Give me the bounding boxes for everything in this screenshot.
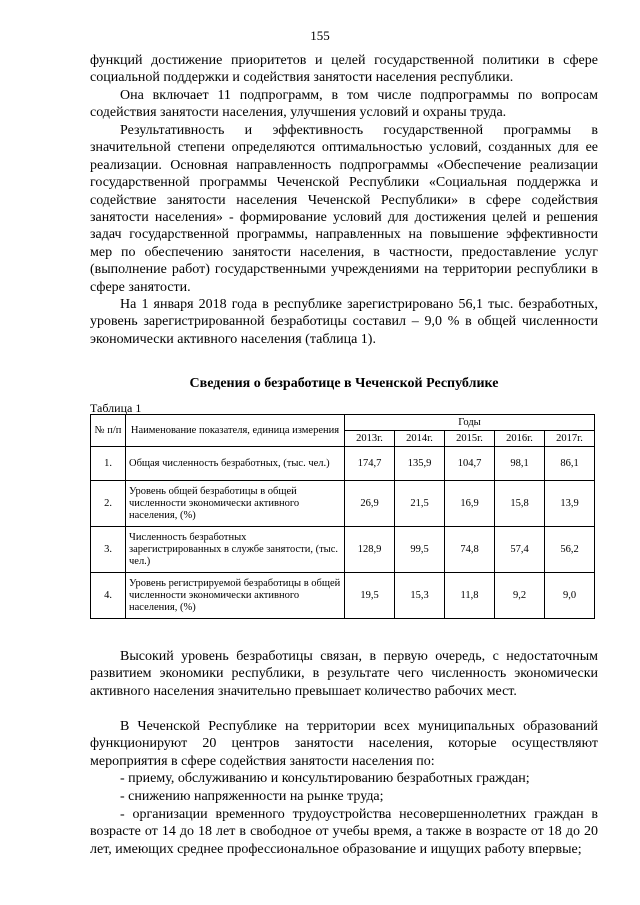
cell-value: 128,9 <box>345 527 395 573</box>
cell-value: 15,8 <box>495 481 545 527</box>
table-row <box>91 527 595 573</box>
row-name: Уровень регистрируемой безработицы в общей численности экономически активного населения, (%) <box>126 573 345 619</box>
table-row <box>91 573 595 619</box>
cell-value: 57,4 <box>495 527 545 573</box>
row-number: 1. <box>91 447 126 481</box>
table-row <box>91 481 595 527</box>
paragraph-3: Результативность и эффективность государственной программы в значительной степени определяются оптимальностью условий, созданных для ее реализации. Основная направленность подпрограммы «Обеспечение реализации государственной программы Чеченской Республики «Социальная поддержка и содействие занятости населения Чеченской Республики» в сфере содействия занятости населения» - формирование условий для достижения целей и решения задач государственной программы, направленных на повышение эффективности мер по обеспечению занятости населения, в частности, предоставление услуг (выполнение работ) государственными учреждениями на территории республики в сфере занятости. <box>90 123 598 295</box>
year-header: 2016г. <box>495 431 545 447</box>
bullet-1: - приему, обслуживанию и консультированию безработных граждан; <box>120 771 530 786</box>
cell-value: 104,7 <box>445 447 495 481</box>
cell-value: 98,1 <box>495 447 545 481</box>
cell-value: 26,9 <box>345 481 395 527</box>
cell-value: 11,8 <box>445 573 495 619</box>
year-header: 2017г. <box>545 431 595 447</box>
cell-value: 56,2 <box>545 527 595 573</box>
page-number: 155 <box>310 28 330 43</box>
paragraph-6: В Чеченской Республике на территории всех муниципальных образований функционируют 20 центров занятости населения, которые осуществляют мероприятия в сфере содействия занятости населения по: <box>90 719 598 769</box>
row-name: Уровень общей безработицы в общей численности экономически активного населения, (%) <box>126 481 345 527</box>
cell-value: 15,3 <box>395 573 445 619</box>
cell-value: 21,5 <box>395 481 445 527</box>
header-num: № п/п <box>91 415 126 447</box>
year-header: 2013г. <box>345 431 395 447</box>
header-name: Наименование показателя, единица измерения <box>126 415 345 447</box>
cell-value: 13,9 <box>545 481 595 527</box>
year-header: 2015г. <box>445 431 495 447</box>
cell-value: 174,7 <box>345 447 395 481</box>
cell-value: 99,5 <box>395 527 445 573</box>
cell-value: 86,1 <box>545 447 595 481</box>
row-number: 2. <box>91 481 126 527</box>
bullet-2: - снижению напряженности на рынке труда; <box>120 789 384 804</box>
table-caption: Таблица 1 <box>90 401 142 415</box>
row-number: 3. <box>91 527 126 573</box>
header-years: Годы <box>345 415 595 431</box>
cell-value: 16,9 <box>445 481 495 527</box>
bullet-3: - организации временного трудоустройства несовершеннолетних граждан в возрасте от 14 до 18 лет в свободное от учебы время, а также в возрасте от 18 до 20 лет, имеющих среднее профессиональное образование и ищущих работу впервые; <box>90 807 598 857</box>
cell-value: 19,5 <box>345 573 395 619</box>
cell-value: 9,2 <box>495 573 545 619</box>
table-row <box>91 447 595 481</box>
cell-value: 135,9 <box>395 447 445 481</box>
unemployment-table <box>90 414 595 619</box>
row-name: Численность безработных зарегистрированных в службе занятости, (тыс. чел.) <box>126 527 345 573</box>
paragraph-2: Она включает 11 подпрограмм, в том числе подпрограммы по вопросам содействия занятости населения, улучшения условий и охраны труда. <box>90 88 598 121</box>
paragraph-1: функций достижение приоритетов и целей государственной политики в сфере социальной поддержки и содействия занятости населения республики. <box>90 53 598 86</box>
section-title: Сведения о безработице в Чеченской Республике <box>189 376 499 391</box>
cell-value: 74,8 <box>445 527 495 573</box>
paragraph-4: На 1 января 2018 года в республике зарегистрировано 56,1 тыс. безработных, уровень зарегистрированной безработицы составил – 9,0 % в общей численности экономически активного населения (таблица 1). <box>90 297 598 347</box>
row-number: 4. <box>91 573 126 619</box>
cell-value: 9,0 <box>545 573 595 619</box>
row-name: Общая численность безработных, (тыс. чел.) <box>126 447 345 481</box>
paragraph-5: Высокий уровень безработицы связан, в первую очередь, с недостаточным развитием экономики республики, в результате чего численность экономически активного населения значительно превышает количество рабочих мест. <box>90 649 598 699</box>
year-header: 2014г. <box>395 431 445 447</box>
